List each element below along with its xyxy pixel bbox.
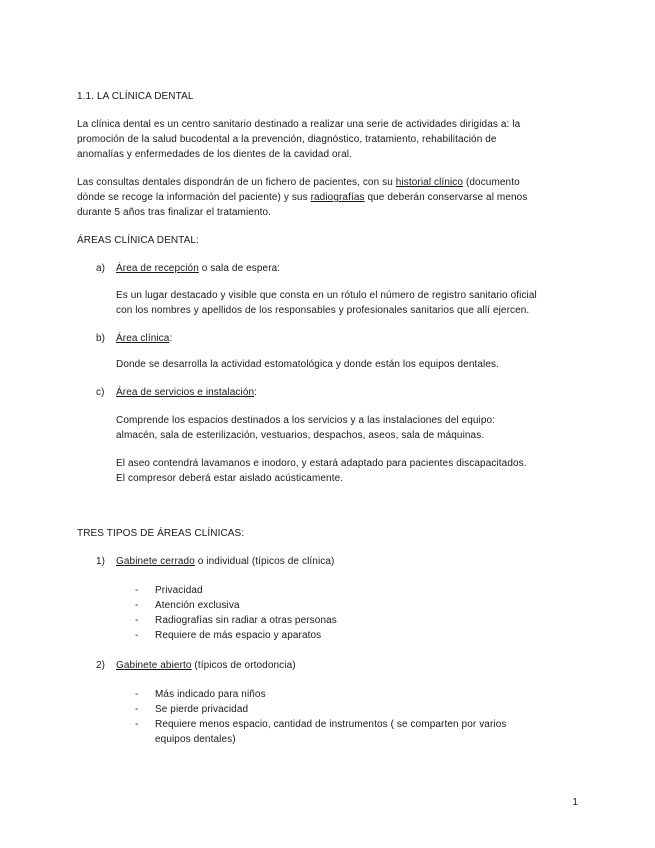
gabinete-cerrado-title: Gabinete cerrado [116,556,195,567]
tipos-heading: TRES TIPOS DE ÁREAS CLÍNICAS: [77,528,245,539]
area-c-desc-2: almacén, sala de esterilización, vestuarios, despachos, aseos, sala de máquinas. [116,430,485,441]
area-a-title-line [116,262,280,276]
list-item: Radiografías sin radiar a otras personas [155,615,337,626]
area-c-suffix: : [254,387,258,398]
intro-line-3: anomalías y enfermedades de los dientes de la cavidad oral. [77,149,352,160]
bullet-dash: - [135,630,139,641]
consultas-text: dónde se recoge la información del paciente) y sus [77,192,311,203]
consultas-line-1 [77,176,520,190]
list-item: Requiere menos espacio, cantidad de instrumentos ( se comparten por varios [155,719,507,730]
historial-clinico-term: historial clínico [395,177,464,188]
area-b-marker: b) [96,333,106,344]
area-c-title-line [116,386,257,400]
consultas-line-3: durante 5 años tras finalizar el tratamiento. [77,207,272,218]
bullet-dash: - [135,689,139,700]
list-item: Se pierde privacidad [155,704,249,715]
consultas-text: Las consultas dentales dispondrán de un fichero de pacientes, con su [77,177,396,188]
areas-heading: ÁREAS CLÍNICA DENTAL: [77,235,199,246]
bullet-dash: - [135,704,139,715]
section-title: 1.1. LA CLÍNICA DENTAL [77,91,194,102]
tipo-2-suffix: (típicos de ortodoncia) [191,660,296,671]
bullet-dash: - [135,600,139,611]
bullet-dash: - [135,615,139,626]
bullet-dash: - [135,585,139,596]
area-c-desc-1: Comprende los espacios destinados a los servicios y a las instalaciones del equipo: [116,415,496,426]
list-item: Privacidad [155,585,203,596]
list-item: Más indicado para niños [155,689,266,700]
consultas-line-2 [77,191,527,205]
list-item-continuation: equipos dentales) [155,734,236,745]
list-item: Requiere de más espacio y aparatos [155,630,322,641]
area-a-desc-2: con los nombres y apellidos de los responsables y profesionales sanitarios que allí ejercen. [116,305,530,316]
tipo-2-marker: 2) [96,660,106,671]
tipo-2-title-line [116,659,296,673]
area-b-title-line [116,332,172,346]
area-c-marker: c) [96,387,105,398]
area-a-marker: a) [96,263,106,274]
area-c-desc-3: El aseo contendrá lavamanos e inodoro, y estará adaptado para pacientes discapacitados. [116,458,527,469]
area-a-suffix: o sala de espera: [198,263,281,274]
area-b-desc-1: Donde se desarrolla la actividad estomatológica y donde están los equipos dentales. [116,359,499,370]
radiografias-term: radiografías [310,192,365,203]
area-b-suffix: : [169,333,173,344]
tipo-1-title-line [116,555,334,569]
intro-line-1: La clínica dental es un centro sanitario destinado a realizar una serie de actividades dirigidas a: la [77,119,521,130]
area-recepcion-title: Área de recepción [116,263,199,274]
area-c-desc-4: El compresor deberá estar aislado acústicamente. [116,473,344,484]
area-clinica-title: Área clínica [116,333,170,344]
tipo-1-marker: 1) [96,556,106,567]
list-item: Atención exclusiva [155,600,240,611]
gabinete-abierto-title: Gabinete abierto [116,660,192,671]
area-servicios-title: Área de servicios e instalación [116,387,255,398]
area-a-desc-1: Es un lugar destacado y visible que consta en un rótulo el número de registro sanitario oficial [116,290,537,301]
consultas-text: (documento [463,177,520,188]
page-number: 1 [572,797,578,808]
bullet-dash: - [135,719,139,730]
intro-line-2: promoción de la salud bucodental a la prevención, diagnóstico, tratamiento, rehabilitación de [77,134,497,145]
consultas-text: que deberán conservarse al menos [364,192,528,203]
tipo-1-suffix: o individual (típicos de clínica) [194,556,335,567]
